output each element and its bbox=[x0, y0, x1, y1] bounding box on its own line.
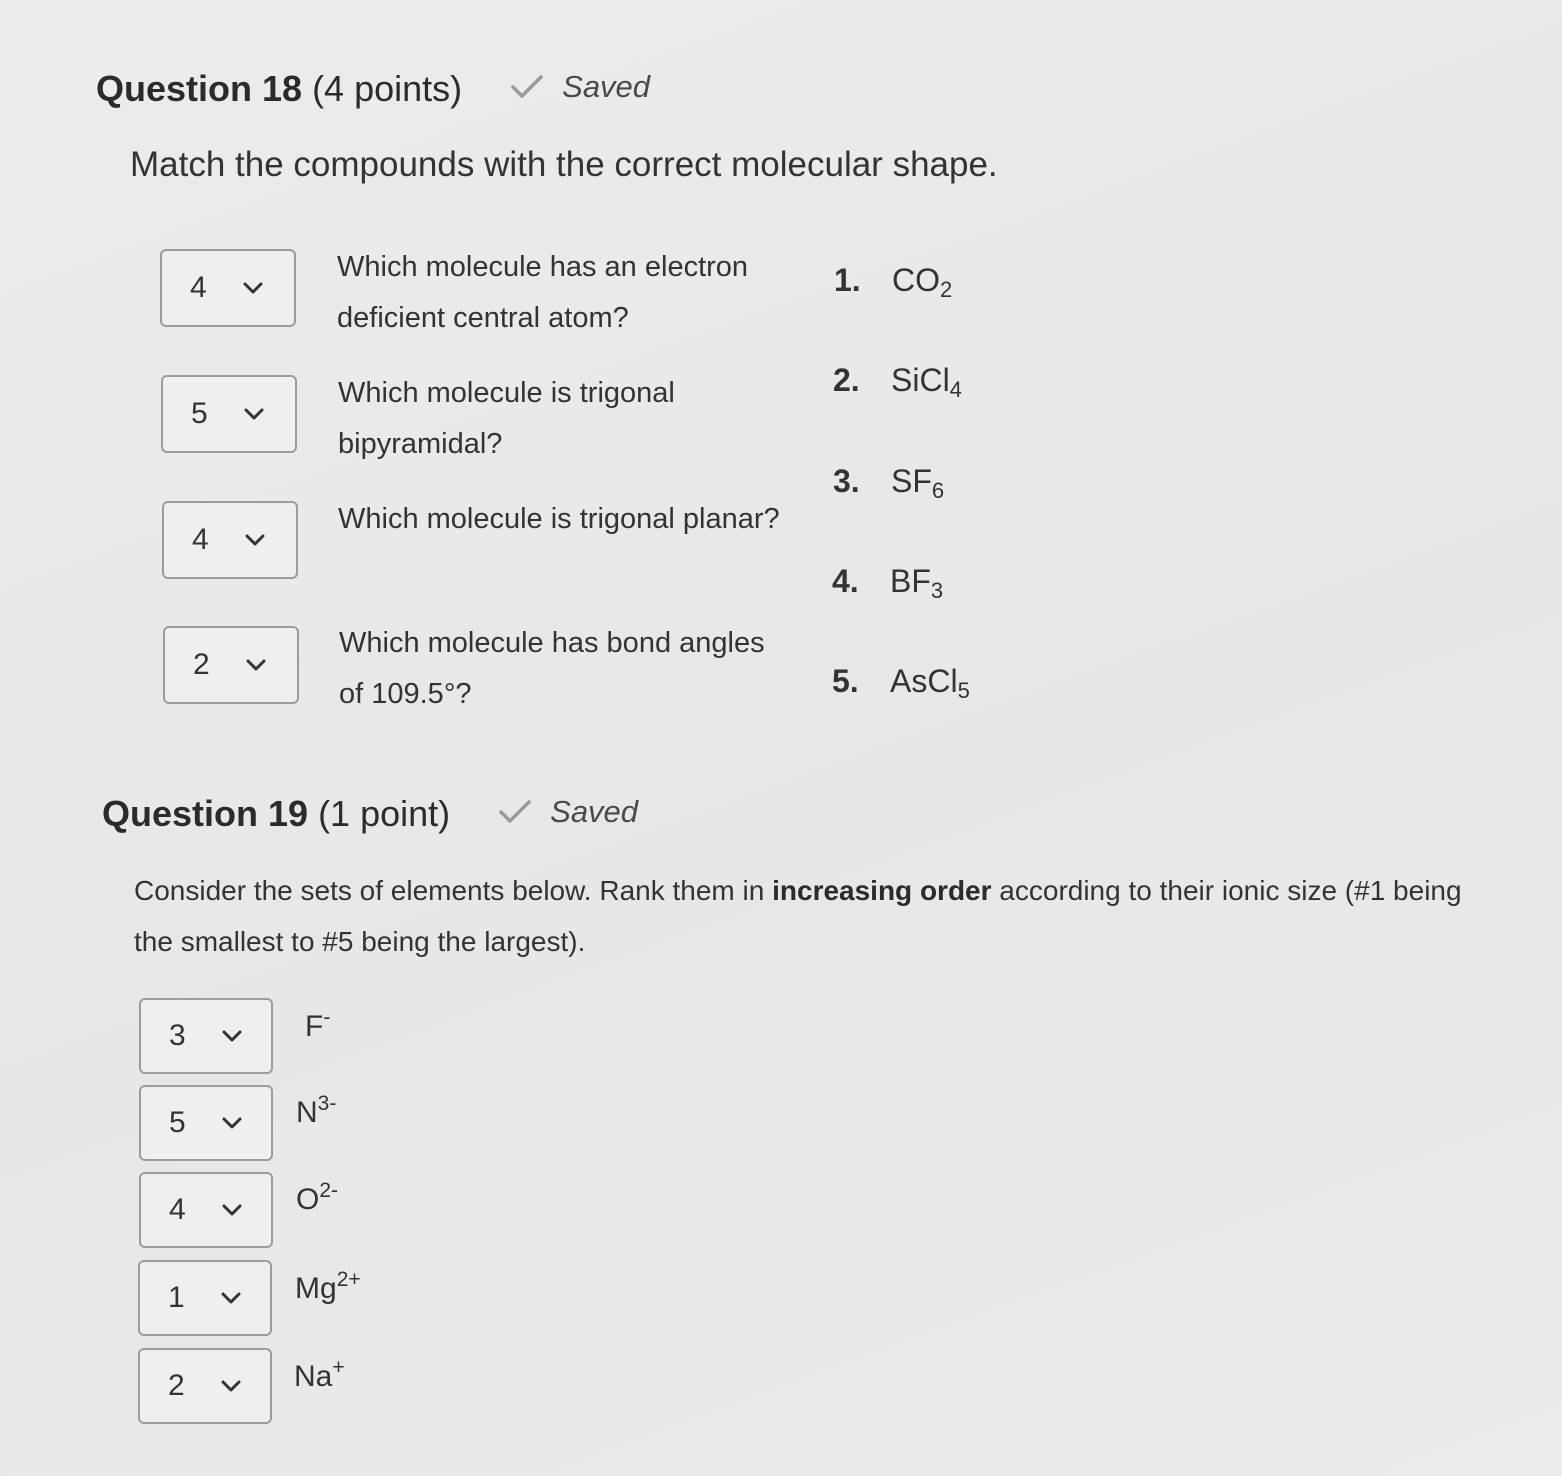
q19-header bbox=[102, 793, 638, 835]
answer-formula: $CO_2$ bbox=[892, 262, 953, 302]
q19-select-4-value: 1 bbox=[168, 1281, 185, 1314]
chevron-down-icon bbox=[220, 1291, 242, 1305]
q18-answer-1 bbox=[834, 262, 953, 302]
q19-ion-3: $O^{2-}$ bbox=[296, 1179, 339, 1216]
answer-number: 4. bbox=[832, 563, 859, 599]
answer-formula: $SF_6$ bbox=[891, 463, 945, 503]
chevron-down-icon bbox=[221, 1203, 243, 1217]
q19-ion-1: F- bbox=[305, 1006, 331, 1043]
q18-prompt: Match the compounds with the correct molecular shape. bbox=[130, 145, 998, 184]
chevron-down-icon bbox=[221, 1116, 243, 1130]
q18-select-4-value: 2 bbox=[193, 648, 210, 681]
q18-answer-3 bbox=[833, 463, 945, 503]
checkmark-icon bbox=[510, 73, 544, 101]
q19-ion-5: Na+ bbox=[294, 1356, 345, 1393]
q19-select-1-value: 3 bbox=[169, 1019, 186, 1052]
q18-select-2[interactable] bbox=[161, 375, 297, 453]
q19-select-2-value: 5 bbox=[169, 1106, 186, 1139]
q18-points: (4 points) bbox=[312, 68, 463, 109]
q19-select-2[interactable] bbox=[139, 1085, 273, 1161]
chevron-down-icon bbox=[243, 407, 265, 421]
q18-select-3-value: 4 bbox=[192, 523, 209, 556]
answer-formula: AsCl$_5$ bbox=[890, 663, 970, 703]
q18-item-4-text: Which molecule has bond angles of 109.5°? bbox=[339, 627, 765, 710]
q18-answer-2 bbox=[833, 362, 962, 402]
q19-select-1[interactable] bbox=[139, 998, 273, 1074]
q18-select-2-value: 5 bbox=[191, 397, 208, 430]
q19-select-3-value: 4 bbox=[169, 1193, 186, 1226]
q18-select-4[interactable] bbox=[163, 626, 299, 704]
q18-item-3-text: Which molecule is trigonal planar? bbox=[338, 503, 780, 535]
q18-answer-5 bbox=[832, 663, 970, 703]
q18-item-1-text: Which molecule has an electron deficient central atom? bbox=[337, 251, 749, 334]
answer-formula: $BF_3$ bbox=[890, 563, 944, 603]
chevron-down-icon bbox=[220, 1379, 242, 1393]
q18-saved-text: Saved bbox=[562, 69, 651, 104]
q19-ion-4: $Mg^{2+}$ bbox=[295, 1268, 361, 1305]
q18-answer-4 bbox=[832, 563, 944, 603]
chevron-down-icon bbox=[221, 1029, 243, 1043]
answer-number: 1. bbox=[834, 262, 861, 298]
q18-select-1-value: 4 bbox=[190, 271, 207, 304]
q18-select-1[interactable] bbox=[160, 249, 296, 327]
q19-select-5-value: 2 bbox=[168, 1369, 185, 1402]
answer-number: 3. bbox=[833, 463, 860, 499]
q18-header bbox=[96, 68, 650, 110]
q19-select-4[interactable] bbox=[138, 1260, 272, 1336]
answer-number: 2. bbox=[833, 362, 860, 398]
q19-saved-text: Saved bbox=[550, 794, 639, 829]
q19-ion-2: $N^{3-}$ bbox=[296, 1092, 337, 1129]
answer-formula: SiCl$_4$ bbox=[891, 362, 962, 402]
q19-saved-status bbox=[498, 794, 638, 830]
q18-title: Question 18 bbox=[96, 68, 303, 109]
answer-number: 5. bbox=[832, 663, 859, 699]
q19-title: Question 19 bbox=[102, 793, 309, 834]
q19-prompt: Consider the sets of elements below. Rank them in increasing order according to their ionic size (#1 being the smallest to #5 being the largest). bbox=[134, 875, 1462, 957]
chevron-down-icon bbox=[242, 281, 264, 295]
chevron-down-icon bbox=[245, 658, 267, 672]
q19-prompt-emphasis: increasing order bbox=[772, 875, 992, 906]
q18-select-3[interactable] bbox=[162, 501, 298, 579]
q18-saved-status bbox=[510, 69, 650, 105]
q19-points: (1 point) bbox=[318, 793, 451, 834]
q18-item-2-text: Which molecule is trigonal bipyramidal? bbox=[338, 377, 675, 460]
chevron-down-icon bbox=[244, 533, 266, 547]
checkmark-icon bbox=[498, 798, 532, 826]
q19-select-5[interactable] bbox=[138, 1348, 272, 1424]
q19-select-3[interactable] bbox=[139, 1172, 273, 1248]
